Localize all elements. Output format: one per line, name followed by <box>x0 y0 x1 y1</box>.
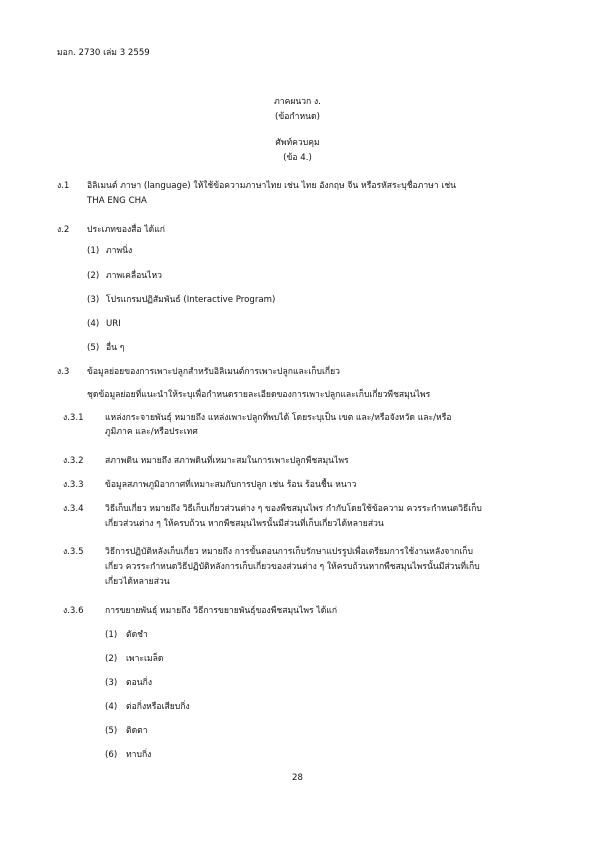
section-text-line: อิลิเมนต์ ภาษา (language) ให้ใช้ข้อความภาษาไทย เช่น ไทย อังกฤษ จีน หรือรหัสระบุชื่อภาษา เช่น <box>87 181 457 191</box>
subsection-number: ง.3.5 <box>63 547 84 557</box>
subsection-text-line: วิธีการปฏิบัติหลังเก็บเกี่ยว หมายถึง การขั้นตอนการเก็บรักษาแปรรูปเพื่อเตรียมการใช้งานหลังจากเก็บ <box>105 547 473 557</box>
list-item-text: ตอนกิ่ง <box>126 678 153 688</box>
section-title: ประเภทของสื่อ ได้แก่ <box>87 225 165 235</box>
list-item-text: URI <box>106 319 121 329</box>
list-item-number: (5) <box>87 343 100 353</box>
list-item-number: (4) <box>105 702 118 712</box>
list-item-text: ติดตา <box>126 726 148 736</box>
subsection-number: ง.3.3 <box>63 480 84 490</box>
list-item-number: (2) <box>105 654 118 664</box>
list-item-text: ทาบกิ่ง <box>126 750 152 760</box>
list-item-text: ต่อกิ่งหรือเสียบกิ่ง <box>126 702 190 712</box>
subsection-text-line: แหล่งกระจายพันธุ์ หมายถึง แหล่งเพาะปลูกที่พบได้ โดยระบุเป็น เขต และ/หรือจังหวัด และ/หรือ <box>105 413 452 423</box>
subsection-number: ง.3.2 <box>63 456 84 466</box>
list-item-text: ภาพนิ่ง <box>106 246 133 256</box>
list-item-text: อื่น ๆ <box>106 343 125 353</box>
subsection-text-line: เกี่ยว ควรระกำหนดวิธีปฏิบัติหลังการเก็บเกี่ยวของส่วนต่าง ๆ ให้ครบถ้วนหากพืชสมุนไพรนั้นมีส่วนที่เก็บ <box>105 562 480 572</box>
list-item-text: ตัดชำ <box>126 630 148 640</box>
section-number: ง.2 <box>57 225 70 235</box>
page-number: 28 <box>292 773 303 783</box>
list-item-number: (1) <box>105 630 118 640</box>
annex-subtitle: (ข้อกำหนด) <box>275 112 320 122</box>
list-item-number: (3) <box>105 678 118 688</box>
annex-clause-ref: (ข้อ 4.) <box>283 153 312 163</box>
subsection-number: ง.3.4 <box>63 504 84 514</box>
list-item-number: (1) <box>87 246 100 256</box>
subsection-text-line: เกี่ยวได้หลายส่วน <box>105 577 170 587</box>
section-intro: ชุดข้อมูลย่อยที่แนะนำให้ระบุเพื่อกำหนดรายละเอียดของการเพาะปลูกและเก็บเกี่ยวพืชสมุนไพร <box>87 390 431 400</box>
list-item-text: เพาะเมล็ด <box>126 654 164 664</box>
annex-title: ภาคผนวก ง. <box>274 97 321 107</box>
subsection-text-line: สภาพดิน หมายถึง สภาพดินที่เหมาะสมในการเพาะปลูกพืชสมุนไพร <box>105 456 349 466</box>
annex-heading: ศัพท์ควบคุม <box>275 138 320 148</box>
subsection-text-line: ข้อมูลสภาพภูมิอากาศที่เหมาะสมกับการปลูก เช่น ร้อน ร้อนชื้น หนาว <box>105 480 357 490</box>
list-item-text: ภาพเคลื่อนไหว <box>106 271 162 281</box>
list-item-number: (6) <box>105 750 118 760</box>
subsection-text-line: ภูมิภาค และ/หรือประเทศ <box>105 427 198 437</box>
subsection-text-line: เกี่ยวส่วนต่าง ๆ ให้ครบถ้วน หากพืชสมุนไพรนั้นมีส่วนที่เก็บเกี่ยวได้หลายส่วน <box>105 519 384 529</box>
section-title: ข้อมูลย่อยของการเพาะปลูกสำหรับอิลิเมนต์การเพาะปลูกและเก็บเกี่ยว <box>87 367 340 377</box>
subsection-text-line: การขยายพันธุ์ หมายถึง วิธีการขยายพันธุ์ของพืชสมุนไพร ได้แก่ <box>105 606 338 616</box>
subsection-number: ง.3.1 <box>63 413 84 423</box>
section-text-line: THA ENG CHA <box>87 196 147 206</box>
standard-reference: มอก. 2730 เล่ม 3 2559 <box>57 48 150 58</box>
list-item-number: (2) <box>87 271 100 281</box>
section-number: ง.1 <box>57 181 70 191</box>
list-item-number: (3) <box>87 295 100 305</box>
list-item-number: (5) <box>105 726 118 736</box>
list-item-text: โปรแกรมปฏิสัมพันธ์ (Interactive Program) <box>106 295 276 305</box>
subsection-number: ง.3.6 <box>63 606 84 616</box>
list-item-number: (4) <box>87 319 100 329</box>
subsection-text-line: วิธีเก็บเกี่ยว หมายถึง วิธีเก็บเกี่ยวส่วนต่าง ๆ ของพืชสมุนไพร กำกับโดยใช้ข้อความ ควรระกำหนดวิธีเก็บ <box>105 504 482 514</box>
section-number: ง.3 <box>57 367 70 377</box>
